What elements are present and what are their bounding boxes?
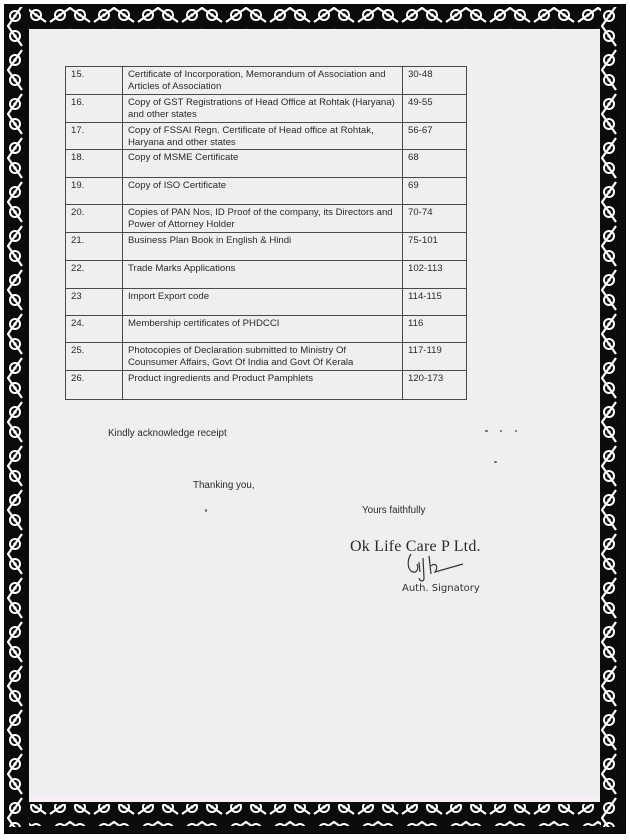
item-number: 22. [66,261,123,289]
table-row [66,233,467,261]
item-number: 23 [66,289,123,316]
item-pages: 49-55 [403,95,467,123]
item-pages: 30-48 [403,67,467,95]
item-pages: 114-115 [403,289,467,316]
item-number: 17. [66,123,123,150]
closing-text: Yours faithfully [362,505,426,516]
scan-speck [485,430,488,432]
table-row [66,371,467,400]
company-stamp: Ok Life Care P Ltd. [350,538,481,555]
signatory-label: Auth. Signatory [402,583,480,594]
scan-speck [500,430,502,432]
item-pages: 56-67 [403,123,467,150]
item-description: Copies of PAN Nos, ID Proof of the company, its Directors and Power of Attorney Holder [123,205,403,233]
acknowledge-text: Kindly acknowledge receipt [108,428,227,439]
item-pages: 75-101 [403,233,467,261]
item-number: 18. [66,150,123,178]
item-number: 16. [66,95,123,123]
item-description: Copy of MSME Certificate [123,150,403,178]
thanking-text: Thanking you, [193,480,255,491]
item-pages: 120-173 [403,371,467,400]
item-number: 26. [66,371,123,400]
table-row [66,178,467,205]
item-description: Import Export code [123,289,403,316]
item-description: Trade Marks Applications [123,261,403,289]
item-number: 21. [66,233,123,261]
item-description: Membership certificates of PHDCCI [123,316,403,343]
item-description: Photocopies of Declaration submitted to Ministry Of Counsumer Affairs, Govt Of India and Govt Of Kerala [123,343,403,371]
page-edge [29,795,600,802]
item-description: Product ingredients and Product Pamphlets [123,371,403,400]
table-row [66,343,467,371]
item-pages: 68 [403,150,467,178]
scan-speck [494,461,497,463]
table-row [66,123,467,150]
table-row [66,150,467,178]
item-description: Certificate of Incorporation, Memorandum of Association and Articles of Association [123,67,403,95]
enclosures-table [65,66,467,400]
item-number: 25. [66,343,123,371]
item-number: 24. [66,316,123,343]
item-number: 19. [66,178,123,205]
handwritten-signature [405,550,465,586]
item-pages: 102-113 [403,261,467,289]
item-pages: 116 [403,316,467,343]
scan-speck [515,430,517,432]
table-row [66,261,467,289]
table-row [66,95,467,123]
table-row [66,316,467,343]
item-pages: 70-74 [403,205,467,233]
table-row [66,67,467,95]
table-row [66,289,467,316]
item-pages: 69 [403,178,467,205]
item-pages: 117-119 [403,343,467,371]
item-description: Business Plan Book in English & Hindi [123,233,403,261]
item-number: 20. [66,205,123,233]
scan-speck [205,509,207,512]
item-description: Copy of ISO Certificate [123,178,403,205]
item-description: Copy of FSSAI Regn. Certificate of Head office at Rohtak, Haryana and other states [123,123,403,150]
item-description: Copy of GST Registrations of Head Office at Rohtak (Haryana) and other states [123,95,403,123]
table-row [66,205,467,233]
item-number: 15. [66,67,123,95]
